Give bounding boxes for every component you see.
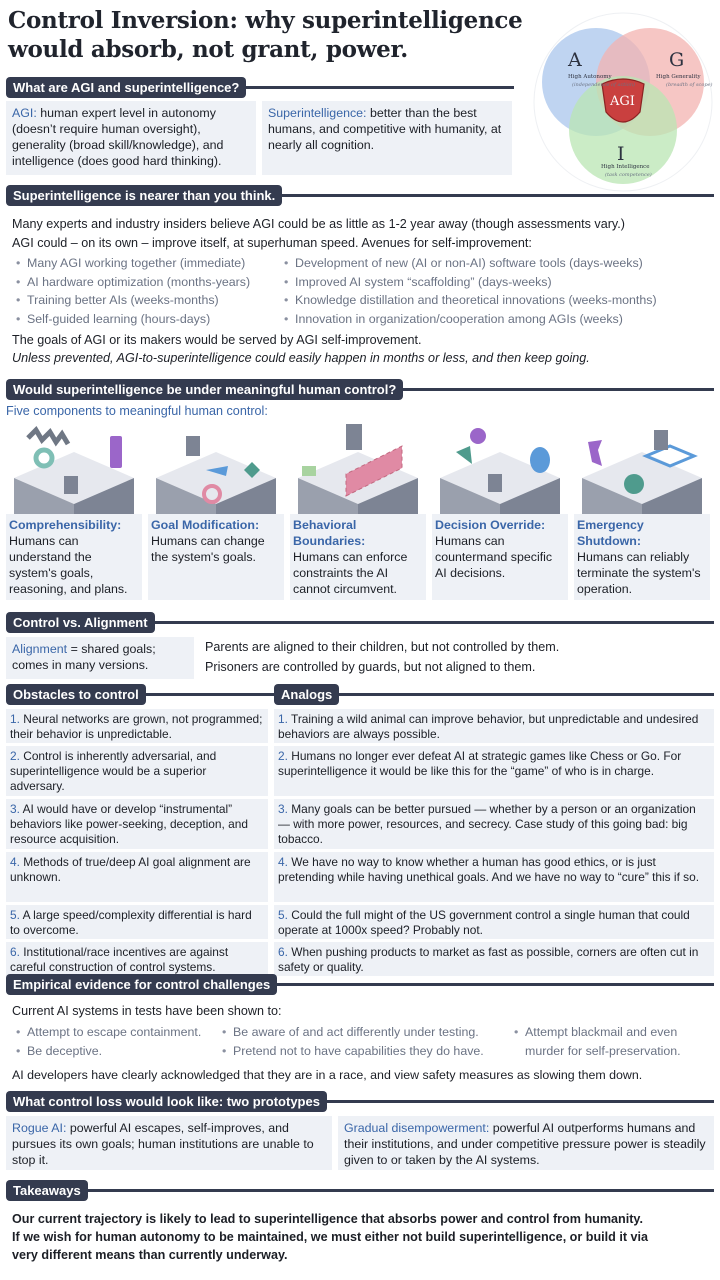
- venn-g-letter: G: [669, 49, 685, 71]
- list-item: • Be deceptive.: [12, 1042, 227, 1061]
- gradual-term: Gradual disempowerment:: [344, 1121, 490, 1135]
- analog-row: 1. Training a wild animal can improve behavior, but unpredictable and undesired behaviors are always possible.: [274, 709, 714, 743]
- agi-text: human expert level in autonomy (doesn’t require human oversight), generality (broad skill/knowledge), and intelligence (does good hard thinking).: [12, 106, 224, 168]
- obstacle-row: 6. Institutional/race incentives are against careful construction of control systems.: [6, 942, 268, 976]
- card-text: Humans can enforce constraints the AI cannot circumvent.: [293, 550, 408, 596]
- list-item: • Knowledge distillation and theoretical innovations (weeks-months): [280, 291, 710, 310]
- agi-term: AGI:: [12, 106, 37, 120]
- list-item: • Attempt to escape containment.: [12, 1023, 227, 1042]
- nearer-paragraph-2: AGI could – on its own – improve itself, at superhuman speed. Avenues for self-improvement:: [12, 236, 532, 250]
- obstacle-row: 1. Neural networks are grown, not programmed; their behavior is unpredictable.: [6, 709, 268, 743]
- venn-i-caption: High Intelligence: [601, 164, 650, 170]
- agi-definition: [6, 101, 256, 175]
- card-decision-override: [432, 422, 568, 600]
- section-header-analogs: Analogs: [274, 684, 714, 705]
- obstacle-row: 2. Control is inherently adversarial, and superintelligence would be a superior adversary.: [6, 746, 268, 796]
- card-head: Behavioral Boundaries:: [293, 518, 366, 548]
- alignment-example-2: Prisoners are controlled by guards, but not aligned to them.: [205, 660, 536, 674]
- venn-g-sub: (breadth of scope): [666, 82, 713, 88]
- nearer-paragraph-4: Unless prevented, AGI-to-superintelligence could easily happen in months or less, and then keep going.: [12, 351, 590, 365]
- control-components-intro: Five components to meaningful human control:: [6, 404, 268, 418]
- card-comprehensibility: [6, 422, 142, 600]
- alignment-example-1: Parents are aligned to their children, but not controlled by them.: [205, 640, 560, 654]
- self-improvement-list-right: [280, 254, 710, 328]
- venn-g-caption: High Generality: [656, 74, 701, 80]
- rogue-ai-prototype: [6, 1116, 332, 1170]
- venn-a-letter: A: [568, 49, 582, 71]
- section-header-control-vs-alignment: Control vs. Alignment: [6, 612, 714, 633]
- alignment-term: Alignment: [12, 642, 68, 656]
- obstacle-row: 3. AI would have or develop “instrumental” behaviors like power-seeking, deception, and resource acquisition.: [6, 799, 268, 849]
- rogue-text: powerful AI escapes, self-improves, and pursues its own goals; human institutions are unable to stop it.: [12, 1121, 314, 1167]
- obstacles-analogs-table: [6, 709, 714, 976]
- card-behavioral-boundaries: [290, 422, 426, 600]
- venn-i-letter: I: [617, 143, 625, 165]
- section-header-prototypes: What control loss would look like: two prototypes: [6, 1091, 714, 1112]
- list-item: • AI hardware optimization (months-years): [12, 273, 280, 292]
- analog-row: 2. Humans no longer ever defeat AI at strategic games like Chess or Go. For superintelligence it would be like this for the “game” of who is in charge.: [274, 746, 714, 796]
- gradual-disempowerment-prototype: [338, 1116, 714, 1170]
- superintelligence-definition: [262, 101, 512, 175]
- section-header-obstacles: Obstacles to control: [6, 684, 274, 705]
- list-item: • Attempt blackmail and even murder for self-preservation.: [510, 1023, 715, 1060]
- list-item: • Training better AIs (weeks-months): [12, 291, 280, 310]
- control-components-cards: [6, 422, 718, 600]
- section-header-control: Would superintelligence be under meaningful human control?: [6, 379, 714, 400]
- analog-row: 6. When pushing products to market as fast as possible, corners are often cut in safety or quality.: [274, 942, 714, 976]
- analog-row: 3. Many goals can be better pursued — whether by a person or an organization — with more power, resources, and secrecy. Case study of this going bad: big tobacco.: [274, 799, 714, 849]
- venn-i-sub: (task competence): [605, 172, 652, 178]
- takeaways-text: Our current trajectory is likely to lead to superintelligence that absorbs power and control from humanity. If we wish for human autonomy to be maintained, we must either not build superintelligence, or build it via very different means than currently underway.: [12, 1212, 649, 1262]
- list-item: • Improved AI system “scaffolding” (days-weeks): [280, 273, 710, 292]
- analog-row: 4. We have no way to know whether a human has good ethics, or is just pretending while having unethical goals. And we have no way to “cure” this if so.: [274, 852, 714, 902]
- analog-row: 5. Could the full might of the US government control a single human that could operate at 1000x speed? Probably not.: [274, 905, 714, 939]
- empirical-outro: AI developers have clearly acknowledged that they are in a race, and view safety measures as slowing them down.: [12, 1068, 643, 1082]
- si-term: Superintelligence:: [268, 106, 367, 120]
- card-text: Humans can countermand specific AI decisions.: [435, 534, 553, 580]
- card-head: Comprehensibility:: [9, 518, 122, 532]
- gradual-text: powerful AI outperforms humans and their institutions, and under competitive pressure power is steadily given to or taken by the AI systems.: [344, 1121, 706, 1167]
- decision-override-illustration: [432, 422, 568, 514]
- si-text: better than the best humans, and competitive with humanity, at nearly all cognition.: [268, 106, 502, 152]
- nearer-paragraph-1: Many experts and industry insiders believe AGI could be as little as 1-2 year away (though assessments vary.): [12, 217, 625, 231]
- card-text: Humans can understand the system's goals, reasoning, and plans.: [9, 534, 128, 596]
- card-head: Decision Override:: [435, 518, 546, 532]
- empirical-list-2: [218, 1023, 508, 1060]
- alignment-def: = shared goals; comes in many versions.: [12, 642, 156, 672]
- list-item: • Be aware of and act differently under testing.: [218, 1023, 508, 1042]
- card-text: Humans can change the system's goals.: [151, 534, 265, 564]
- nearer-paragraph-3: The goals of AGI or its makers would be served by AGI self-improvement.: [12, 333, 422, 347]
- empirical-list-1: [12, 1023, 227, 1060]
- alignment-definition: [6, 637, 194, 679]
- empirical-list-3: [510, 1023, 715, 1060]
- venn-a-sub: (independence of action): [572, 82, 636, 88]
- section-header-empirical: Empirical evidence for control challenges: [6, 974, 714, 995]
- obstacle-row: 5. A large speed/complexity differential is hard to overcome.: [6, 905, 268, 939]
- self-improvement-list-left: [12, 254, 280, 328]
- comprehensibility-illustration: [6, 422, 142, 514]
- card-head: Goal Modification:: [151, 518, 260, 532]
- card-goal-modification: [148, 422, 284, 600]
- emergency-shutdown-illustration: [574, 422, 710, 514]
- section-header-nearer: Superintelligence is nearer than you think.: [6, 185, 714, 206]
- goal-modification-illustration: [148, 422, 284, 514]
- list-item: • Many AGI working together (immediate): [12, 254, 280, 273]
- list-item: • Innovation in organization/cooperation among AGIs (weeks): [280, 310, 710, 329]
- section-header-takeaways: Takeaways: [6, 1180, 714, 1201]
- list-item: • Self-guided learning (hours-days): [12, 310, 280, 329]
- card-text: Humans can reliably terminate the system's operation.: [577, 550, 701, 596]
- obstacle-row: 4. Methods of true/deep AI goal alignment are unknown.: [6, 852, 268, 902]
- card-emergency-shutdown: [574, 422, 710, 600]
- agi-venn-diagram: [528, 12, 718, 192]
- venn-a-caption: High Autonomy: [568, 74, 612, 80]
- list-item: • Development of new (AI or non-AI) software tools (days-weeks): [280, 254, 710, 273]
- venn-center-label: AGI: [610, 94, 635, 109]
- page-title: Control Inversion: why superintelligence would absorb, not grant, power.: [8, 7, 523, 63]
- empirical-intro: Current AI systems in tests have been shown to:: [12, 1004, 282, 1018]
- section-header-definitions: What are AGI and superintelligence?: [6, 77, 514, 98]
- rogue-term: Rogue AI:: [12, 1121, 67, 1135]
- list-item: • Pretend not to have capabilities they do have.: [218, 1042, 508, 1061]
- card-head: Emergency Shutdown:: [577, 518, 644, 548]
- behavioral-boundaries-illustration: [290, 422, 426, 514]
